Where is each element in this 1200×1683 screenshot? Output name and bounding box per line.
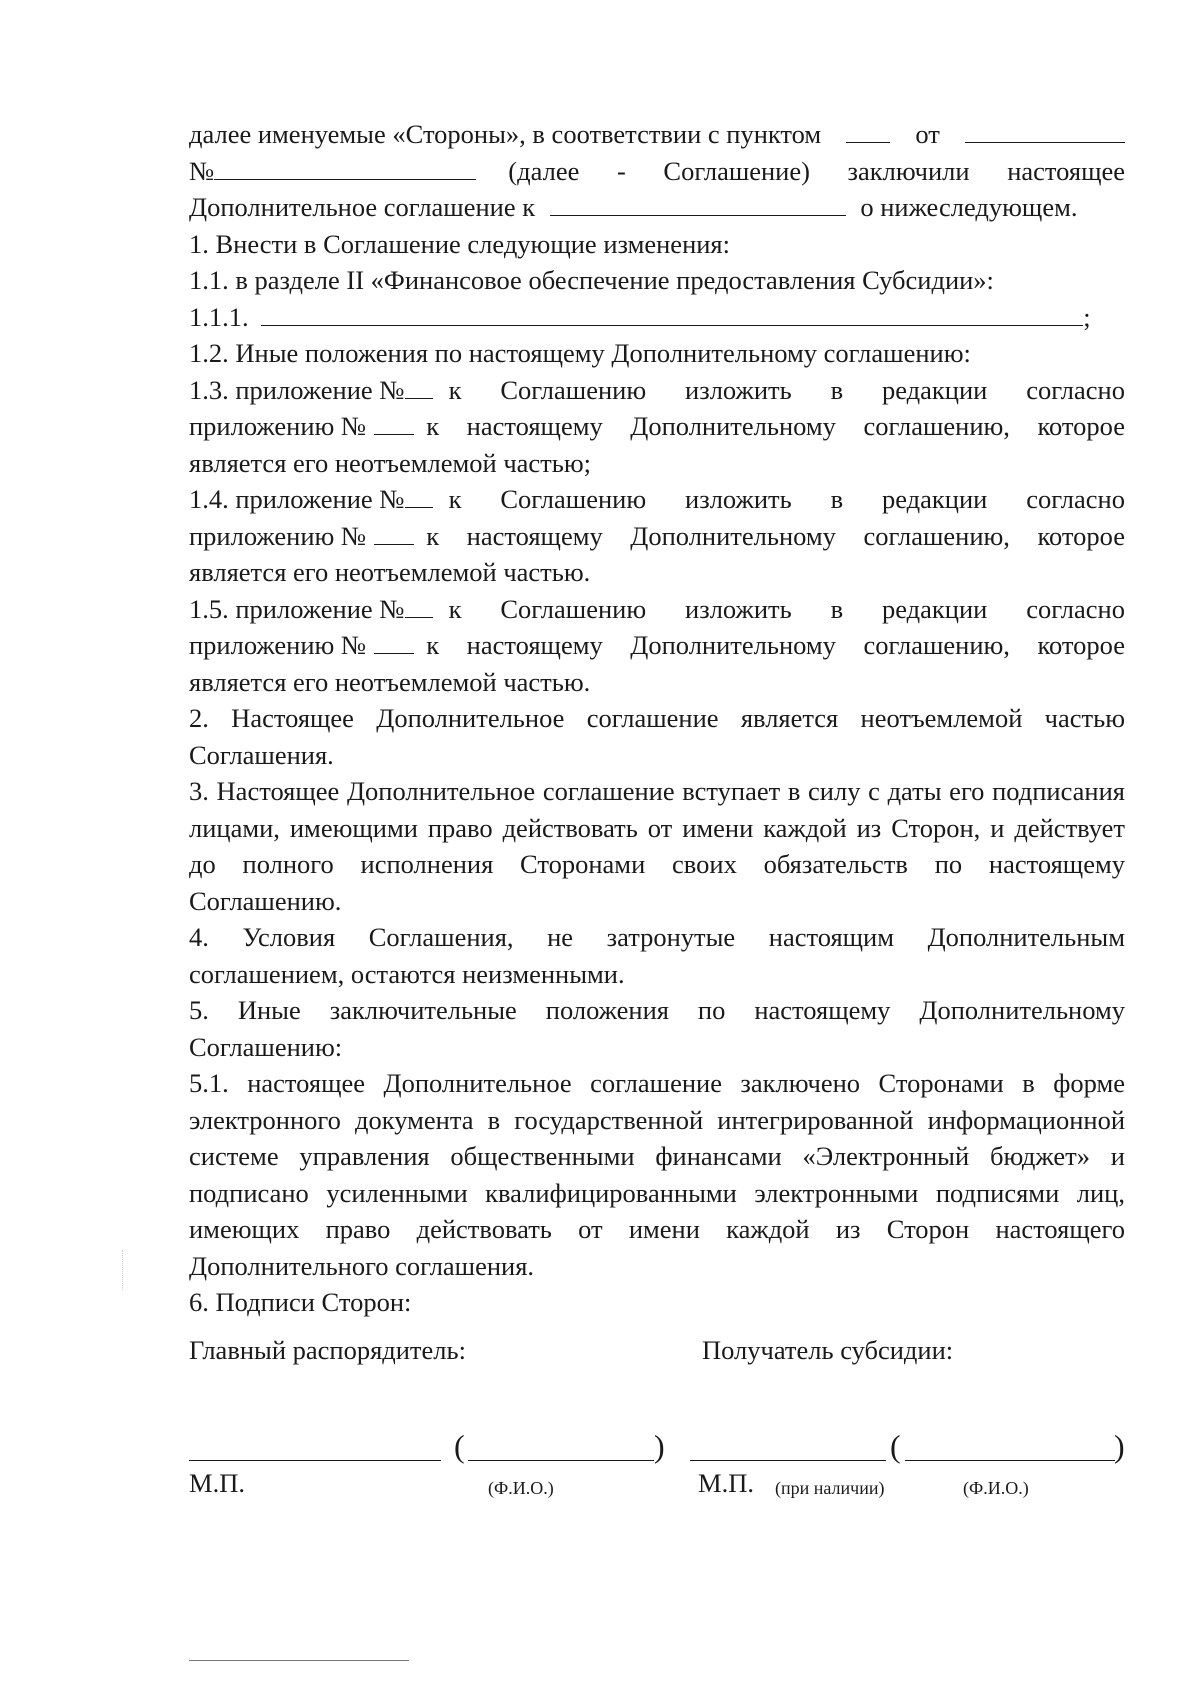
preamble-text-2: (далее - Соглашение) заключили настоящее <box>508 155 1125 186</box>
preamble-line-3 <box>189 189 1125 226</box>
clause-1-3-e: является его неотъемлемой частью; <box>189 447 592 478</box>
document-body <box>189 116 1125 1321</box>
preamble-line-1 <box>189 116 1125 153</box>
clause-1-5-e: является его неотъемлемой частью. <box>189 666 591 697</box>
clause-1-5-b: к Соглашению изложить в редакции согласно <box>448 593 1125 624</box>
signature-line-left <box>189 1460 441 1461</box>
blank-agreement-ref <box>550 191 846 216</box>
clause-1-4-line-2 <box>189 518 1125 555</box>
preamble-ot: от <box>915 119 940 149</box>
clause-1-4-b: к Соглашению изложить в редакции согласно <box>448 484 1125 514</box>
clause-1-5-a: 1.5. приложение № <box>189 593 405 624</box>
seal-place-right: М.П. <box>698 1468 754 1498</box>
blank-annex-1-3-new <box>374 410 414 435</box>
fio-caption-left: (Ф.И.О.) <box>488 1478 554 1498</box>
clause-1-3-line-2 <box>189 408 1125 445</box>
clause-1-2: 1.2. Иные положения по настоящему Дополнительному соглашению: <box>189 338 971 368</box>
clause-4: 4. Условия Соглашения, не затронутые настоящим Дополнительным соглашением, остаются неизменными. <box>189 922 1125 989</box>
clause-5-1: 5.1. настоящее Дополнительное соглашение заключено Сторонами в форме электронного документа в государственной интегрированной информационной системе управления общественными финансами «Электронный бюджет» и подписано усиленными квалифицированными электронными подписями лиц, имеющих право действовать от имени каждой из Сторон настоящего Дополнительного соглашения. <box>189 1068 1125 1281</box>
blank-agreement-number <box>214 155 476 180</box>
preamble-line-2 <box>189 153 1125 190</box>
margin-mark <box>122 1250 125 1290</box>
clause-1-4-e: является его неотъемлемой частью. <box>189 557 591 587</box>
clause-2: 2. Настоящее Дополнительное соглашение является неотъемлемой частью Соглашения. <box>189 703 1125 770</box>
paren-close-right: ) <box>1114 1428 1125 1464</box>
clause-1-5-c: приложению № <box>189 630 367 660</box>
clause-3: 3. Настоящее Дополнительное соглашение вступает в силу с даты его подписания лицами, имеющими право действовать от имени каждой из Сторон, и действует до полного исполнения Сторонами своих обязательств по настоящему Соглашению. <box>189 776 1125 916</box>
fio-caption-right: (Ф.И.О.) <box>963 1478 1029 1498</box>
paren-open-right: ( <box>890 1428 901 1464</box>
clause-1-4-c: приложению № <box>189 520 367 551</box>
clause-1-4-line-1 <box>189 481 1125 518</box>
fio-line-right <box>905 1460 1115 1461</box>
fio-line-left <box>468 1460 654 1461</box>
preamble-text-3: Дополнительное соглашение к <box>189 192 536 222</box>
paren-open-left: ( <box>454 1428 465 1464</box>
paren-close-left: ) <box>654 1428 665 1464</box>
blank-annex-1-4 <box>405 483 433 508</box>
clause-1-1-1-end: ; <box>1083 301 1091 332</box>
clause-6: 6. Подписи Сторон: <box>189 1287 412 1317</box>
clause-1-3-line-1 <box>189 372 1125 409</box>
signatory-right-title: Получатель субсидии: <box>702 1335 954 1365</box>
blank-date <box>965 118 1125 143</box>
blank-annex-1-4-new <box>374 520 414 545</box>
number-sign: № <box>189 155 215 186</box>
blank-clause-number <box>846 118 890 143</box>
blank-annex-1-5 <box>405 593 433 618</box>
clause-1-4-d: к настоящему Дополнительному соглашению, которое <box>426 520 1125 551</box>
footer-rule <box>189 1660 409 1661</box>
clause-5: 5. Иные заключительные положения по настоящему Дополнительному Соглашению: <box>189 995 1125 1062</box>
blank-clause-1-1-1 <box>261 301 1083 326</box>
clause-1: 1. Внести в Соглашение следующие изменения: <box>189 228 730 259</box>
clause-1-3-c: приложению № <box>189 411 367 441</box>
seal-place-left: М.П. <box>189 1468 245 1498</box>
clause-1-5-d: к настоящему Дополнительному соглашению, которое <box>426 630 1125 660</box>
seal-if-any-caption: (при наличии) <box>775 1478 885 1498</box>
clause-1-4-a: 1.4. приложение № <box>189 484 405 514</box>
signature-line-right <box>690 1460 886 1461</box>
clause-1-5-line-1 <box>189 591 1125 628</box>
signatory-left-title: Главный распорядитель: <box>189 1335 466 1365</box>
clause-1-3-b: к Соглашению изложить в редакции согласно <box>448 374 1125 405</box>
clause-1-3-d: к настоящему Дополнительному соглашению, которое <box>426 411 1125 441</box>
clause-1-5-line-2 <box>189 627 1125 664</box>
clause-1-1: 1.1. в разделе II «Финансовое обеспечение предоставления Субсидии»: <box>189 265 994 295</box>
preamble-text-3-tail: о нижеследующем. <box>860 192 1078 222</box>
clause-1-3-a: 1.3. приложение № <box>189 374 405 405</box>
blank-annex-1-5-new <box>374 629 414 654</box>
preamble-text-1: далее именуемые «Стороны», в соответствии с пунктом <box>189 119 822 149</box>
blank-annex-1-3 <box>405 374 433 399</box>
clause-1-1-1-label: 1.1.1. <box>189 301 249 332</box>
clause-1-1-1 <box>189 299 1125 336</box>
